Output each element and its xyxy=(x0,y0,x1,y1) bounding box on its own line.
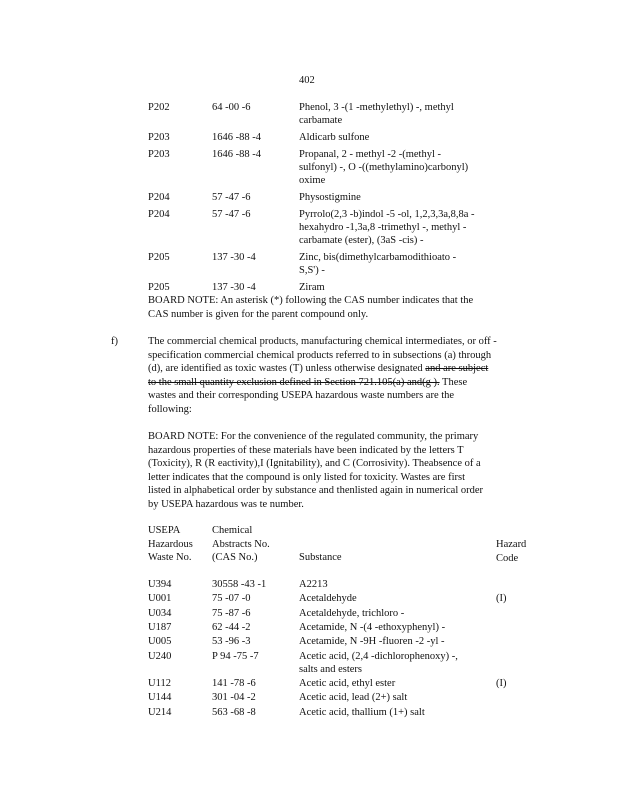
substance-name xyxy=(299,251,456,277)
board-note-line: listed in alphabetical order by substance and thenlisted again in numerical order xyxy=(148,485,484,497)
header-line: Code xyxy=(496,552,519,564)
paragraph-line: specification commercial chemical products referred to in subsections (a) through xyxy=(148,349,492,361)
substance-name xyxy=(299,677,395,690)
cas-number: 563 -68 -8 xyxy=(212,706,256,718)
substance-line: Ziram xyxy=(299,282,325,293)
substance-name xyxy=(299,706,425,719)
hazard-code: (I) xyxy=(496,593,507,605)
cas-number: P 94 -75 -7 xyxy=(212,650,259,662)
header-line: Waste No. xyxy=(148,552,192,564)
substance-line: Acetic acid, thallium (1+) salt xyxy=(299,706,425,718)
substance-name xyxy=(299,148,468,187)
board-note-line: BOARD NOTE: An asterisk (*) following the CAS number indicates that the xyxy=(148,295,474,306)
substance-name xyxy=(299,607,404,620)
header-cas xyxy=(212,524,270,565)
header-line: (CAS No.) xyxy=(212,552,258,564)
waste-code: P203 xyxy=(148,149,170,160)
cas-number: 64 -00 -6 xyxy=(212,102,251,113)
substance-line: Pyrrolo(2,3 -b)indol -5 -ol, 1,2,3,3a,8,8a - xyxy=(299,209,475,220)
substance-line: Acetaldehyde, trichloro - xyxy=(299,607,405,619)
board-note-line: by USEPA hazardous was te number. xyxy=(148,498,304,510)
cas-number: 141 -78 -6 xyxy=(212,678,256,690)
waste-code: U240 xyxy=(148,650,172,662)
section-f-label: f) xyxy=(111,336,118,347)
board-note-line: BOARD NOTE: For the convenience of the regulated community, the primary xyxy=(148,431,479,442)
board-note-line: letter indicates that the compound is only listed for toxicity. Wastes are first xyxy=(148,471,465,483)
header-line: USEPA xyxy=(148,525,181,536)
waste-code: U144 xyxy=(148,692,172,704)
waste-code: U187 xyxy=(148,621,172,633)
cas-number: 301 -04 -2 xyxy=(212,692,256,704)
paragraph-line: wastes and their corresponding USEPA hazardous waste numbers are the xyxy=(148,390,455,402)
header-hazard-code xyxy=(496,538,526,565)
paragraph-line xyxy=(148,362,497,376)
cas-number: 75 -07 -0 xyxy=(212,593,251,605)
substance-name xyxy=(299,691,407,704)
paragraph-line xyxy=(148,376,497,390)
substance-line: Acetic acid, (2,4 -dichlorophenoxy) -, xyxy=(299,650,458,662)
board-note-cas xyxy=(148,294,473,321)
cas-number: 53 -96 -3 xyxy=(212,636,251,648)
paragraph-text: (d), are identified as toxic wastes (T) unless otherwise designated xyxy=(148,363,426,375)
substance-line: Acetic acid, lead (2+) salt xyxy=(299,692,408,704)
substance-line: oxime xyxy=(299,175,326,186)
substance-line: Physostigmine xyxy=(299,192,361,203)
cas-number: 62 -44 -2 xyxy=(212,621,251,633)
waste-code: P205 xyxy=(148,252,170,263)
waste-code: U394 xyxy=(148,579,172,590)
board-note-line: hazardous properties of these materials have been indicated by the letters T xyxy=(148,444,464,456)
substance-name xyxy=(299,621,445,634)
substance-line: S,S') - xyxy=(299,265,325,276)
struck-text: and are subject xyxy=(425,363,489,375)
substance-line: sulfonyl) -, O -((methylamino)carbonyl) xyxy=(299,162,469,173)
paragraph-text: These xyxy=(439,376,468,388)
waste-code: P204 xyxy=(148,192,170,203)
substance-line: hexahydro -1,3a,8 -trimethyl -, methyl - xyxy=(299,222,467,233)
substance-line: Acetic acid, ethyl ester xyxy=(299,678,396,690)
board-note-line: CAS number is given for the parent compound only. xyxy=(148,308,369,320)
substance-line: Acetamide, N -9H -fluoren -2 -yl - xyxy=(299,636,445,648)
page-number: 402 xyxy=(299,75,315,86)
cas-number: 137 -30 -4 xyxy=(212,252,256,263)
waste-code: P204 xyxy=(148,209,170,220)
header-line: Hazard xyxy=(496,539,527,550)
cas-number: 30558 -43 -1 xyxy=(212,579,267,590)
substance-line: Aldicarb sulfone xyxy=(299,132,370,143)
hazard-code: (I) xyxy=(496,678,507,690)
substance-name xyxy=(299,635,445,648)
board-note-hazard xyxy=(148,430,483,512)
header-usepa xyxy=(148,524,193,565)
header-substance: Substance xyxy=(299,552,342,563)
substance-line: salts and esters xyxy=(299,663,362,675)
waste-code: P202 xyxy=(148,102,170,113)
waste-code: U034 xyxy=(148,607,172,619)
cas-number: 1646 -88 -4 xyxy=(212,132,261,143)
cas-number: 57 -47 -6 xyxy=(212,192,251,203)
cas-number: 1646 -88 -4 xyxy=(212,149,261,160)
paragraph-line: following: xyxy=(148,403,192,415)
substance-name xyxy=(299,650,458,677)
struck-text: to the small quantity exclusion defined in Section 721.105(a) and(g ). xyxy=(148,376,440,388)
substance-name xyxy=(299,592,357,605)
substance-line: carbamate xyxy=(299,115,343,126)
cas-number: 137 -30 -4 xyxy=(212,282,256,293)
waste-code: P205 xyxy=(148,282,170,293)
header-line: Hazardous xyxy=(148,538,193,550)
substance-name xyxy=(299,101,454,127)
substance-line: Acetamide, N -(4 -ethoxyphenyl) - xyxy=(299,621,446,633)
substance-name xyxy=(299,208,475,247)
substance-name xyxy=(299,131,369,144)
board-note-line: (Toxicity), R (R eactivity),I (Ignitability), and C (Corrosivity). Theabsence of a xyxy=(148,458,481,470)
substance-name xyxy=(299,578,328,591)
waste-code: P203 xyxy=(148,132,170,143)
substance-name xyxy=(299,281,325,294)
cas-number: 57 -47 -6 xyxy=(212,209,251,220)
substance-line: Acetaldehyde xyxy=(299,593,357,605)
waste-code: U112 xyxy=(148,678,171,690)
cas-number: 75 -87 -6 xyxy=(212,607,251,619)
substance-line: A2213 xyxy=(299,579,328,590)
waste-code: U005 xyxy=(148,636,172,648)
header-line: Chemical xyxy=(212,525,253,536)
paragraph-line: The commercial chemical products, manufacturing chemical intermediates, or off - xyxy=(148,336,497,347)
substance-line: Propanal, 2 - methyl -2 -(methyl - xyxy=(299,149,442,160)
substance-line: Zinc, bis(dimethylcarbamodithioato - xyxy=(299,252,457,263)
substance-name xyxy=(299,191,361,204)
section-f-paragraph xyxy=(148,335,497,417)
header-line: Abstracts No. xyxy=(212,538,270,550)
waste-code: U214 xyxy=(148,706,172,718)
substance-line: Phenol, 3 -(1 -methylethyl) -, methyl xyxy=(299,102,454,113)
substance-line: carbamate (ester), (3aS -cis) - xyxy=(299,235,424,246)
waste-code: U001 xyxy=(148,593,172,605)
